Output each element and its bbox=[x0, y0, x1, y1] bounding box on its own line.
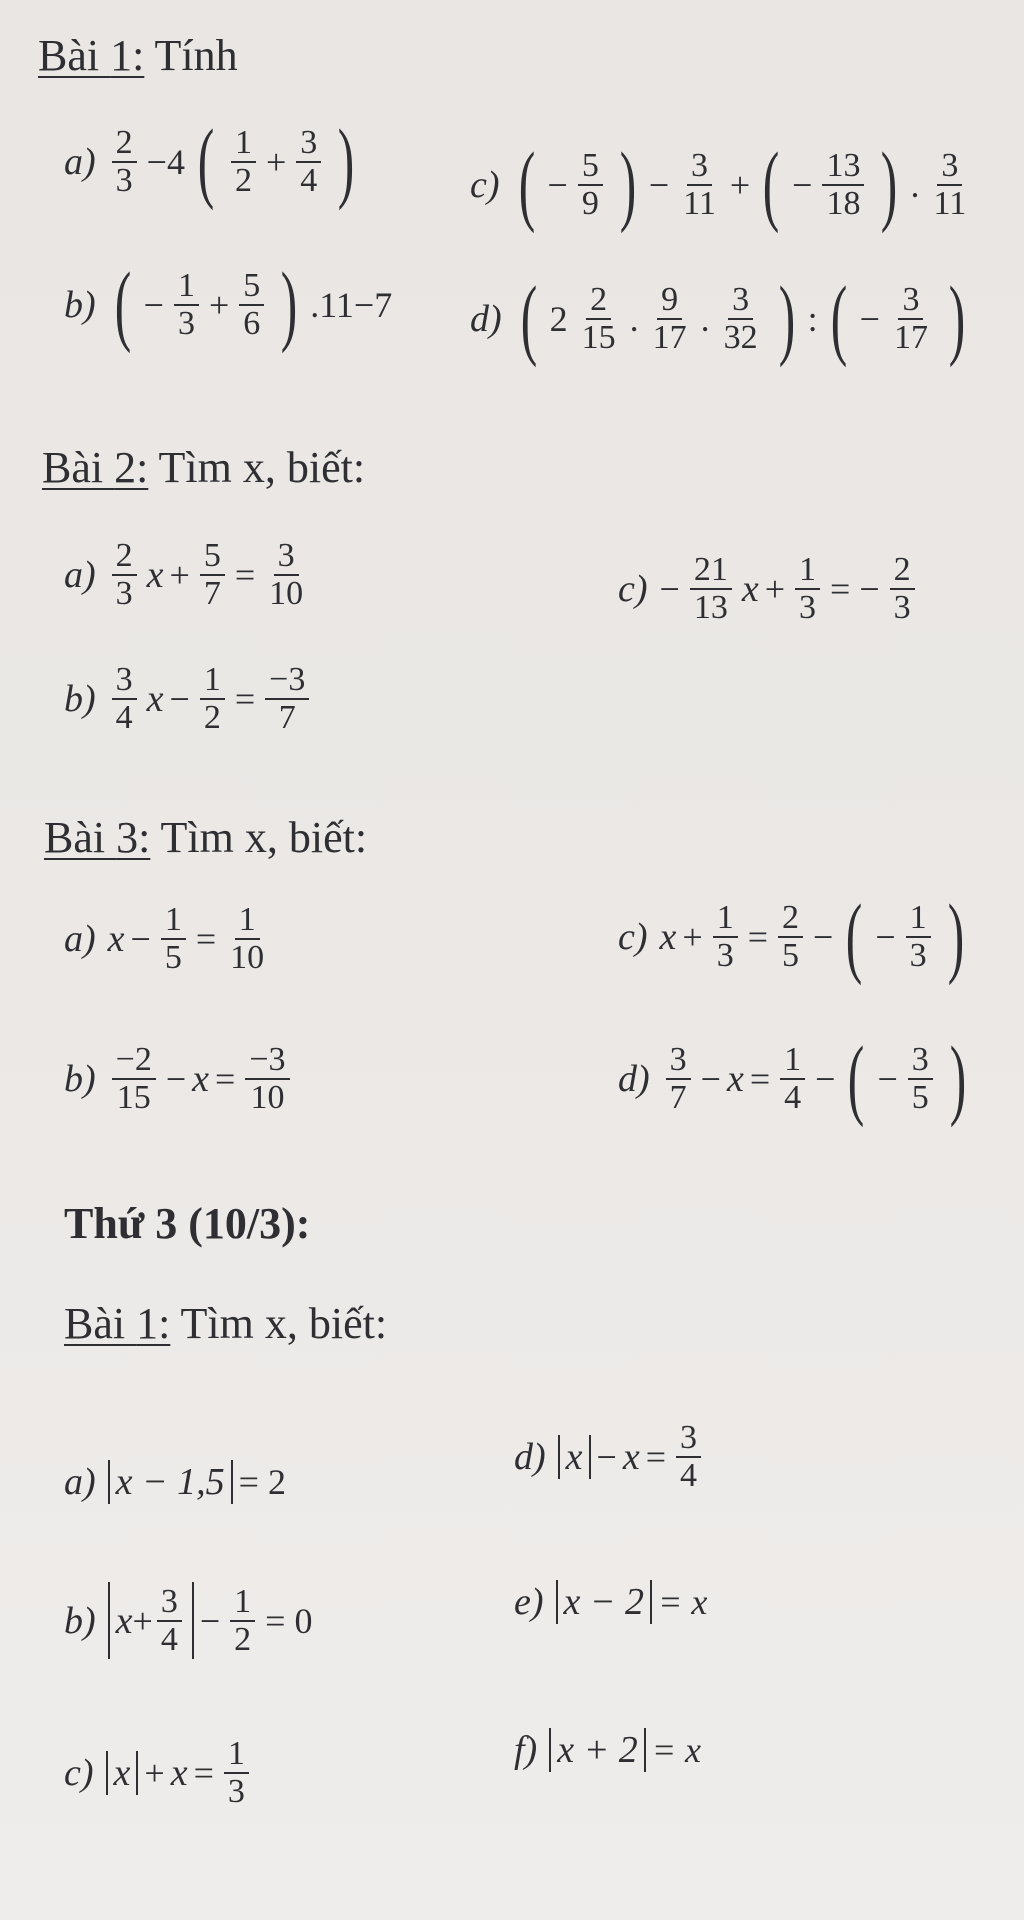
section-2-title: Bài 2: Tìm x, biết: bbox=[42, 443, 366, 492]
fraction: $\frac{3}{4}$ bbox=[157, 1584, 182, 1657]
fraction: $\frac{1}{3}$ bbox=[906, 900, 931, 973]
fraction: $\frac{2}{3}$ bbox=[890, 552, 915, 625]
problem-2b: b) $\frac{3}{4}$ x − $\frac{1}{2}$ = $\frac{-3}{7}$ bbox=[64, 662, 313, 735]
fraction: $\frac{2}{5}$ bbox=[778, 900, 803, 973]
fraction: $\frac{1}{3}$ bbox=[174, 268, 199, 341]
fraction: $\frac{1}{4}$ bbox=[780, 1042, 805, 1115]
fraction: $\frac{3}{10}$ bbox=[269, 537, 304, 612]
fraction: $\frac{-2}{15}$ bbox=[112, 1042, 156, 1115]
fraction: $\frac{9}{17}$ bbox=[652, 281, 687, 356]
fraction: $\frac{1}{3}$ bbox=[224, 1736, 249, 1809]
fraction: $\frac{5}{9}$ bbox=[578, 148, 603, 221]
fraction: $\frac{-3}{7}$ bbox=[265, 662, 309, 735]
problem-1c: c) ( − $\frac{5}{9}$ ) − $\frac{3}{11}$ + ( − $\frac{13}{18}$ ) . $\frac{3}{11}$ bbox=[470, 148, 974, 221]
section-4-title: Bài 1: Tìm x, biết: bbox=[64, 1299, 388, 1348]
fraction: $\frac{1}{2}$ bbox=[200, 662, 225, 735]
problem-2a: a) $\frac{2}{3}$ x + $\frac{5}{7}$ = $\frac{3}{10}$ bbox=[64, 538, 311, 611]
fraction: $\frac{3}{17}$ bbox=[893, 281, 928, 356]
fraction: $\frac{3}{11}$ bbox=[683, 147, 716, 222]
fraction: $\frac{2}{3}$ bbox=[112, 125, 137, 198]
problem-4e: e) x − 2 = x bbox=[514, 1581, 708, 1623]
fraction: $\frac{1}{2}$ bbox=[231, 125, 256, 198]
problem-1d: d) ( 2 $\frac{2}{15}$ . $\frac{9}{17}$ . $\frac{3}{32}$ ) : ( − $\frac{3}{17}$ ) bbox=[470, 268, 966, 368]
fraction: $\frac{13}{18}$ bbox=[822, 148, 864, 221]
day-heading: Thứ 3 (10/3): bbox=[64, 1199, 311, 1248]
fraction: $\frac{3}{4}$ bbox=[296, 125, 321, 198]
problem-4a: a) x − 1,5 = 2 bbox=[64, 1461, 286, 1503]
problem-2c: c) − $\frac{21}{13}$ x + $\frac{1}{3}$ = − $\frac{2}{3}$ bbox=[618, 552, 919, 625]
fraction: $\frac{5}{6}$ bbox=[239, 268, 264, 341]
fraction: $\frac{1}{3}$ bbox=[795, 552, 820, 625]
fraction: $\frac{1}{5}$ bbox=[161, 902, 186, 975]
fraction: $\frac{2}{3}$ bbox=[112, 538, 137, 611]
problem-1a: a) $\frac{2}{3}$ −4 ( $\frac{1}{2}$ + $\frac{3}{4}$ ) bbox=[64, 111, 355, 211]
problem-3a: a) x − $\frac{1}{5}$ = $\frac{1}{10}$ bbox=[64, 902, 272, 975]
problem-3b: b) $\frac{-2}{15}$ − x = $\frac{-3}{10}$ bbox=[64, 1042, 294, 1115]
problem-4f: f) x + 2 = x bbox=[514, 1729, 702, 1771]
problem-4b: b) x + $\frac{3}{4}$ − $\frac{1}{2}$ = 0 bbox=[64, 1583, 313, 1658]
fraction: $\frac{3}{4}$ bbox=[676, 1420, 701, 1493]
fraction: $\frac{1}{3}$ bbox=[713, 900, 738, 973]
fraction: $\frac{3}{11}$ bbox=[933, 147, 967, 222]
section-1-title: Bài 1: Tính bbox=[38, 31, 238, 80]
fraction: $\frac{2}{15}$ bbox=[581, 281, 616, 356]
problem-1b: b) ( − $\frac{1}{3}$ + $\frac{5}{6}$ ) .11−7 bbox=[64, 254, 393, 354]
fraction: $\frac{1}{10}$ bbox=[230, 901, 265, 976]
section-3-title: Bài 3: Tìm x, biết: bbox=[44, 813, 368, 862]
problem-3d: d) $\frac{3}{7}$ − x = $\frac{1}{4}$ − ( − $\frac{3}{5}$ ) bbox=[618, 1028, 967, 1128]
fraction: $\frac{3}{7}$ bbox=[666, 1042, 691, 1115]
fraction: $\frac{5}{7}$ bbox=[200, 538, 225, 611]
problem-4d: d) x − x = $\frac{3}{4}$ bbox=[514, 1420, 705, 1493]
fraction: $\frac{3}{5}$ bbox=[908, 1042, 933, 1115]
fraction: $\frac{3}{4}$ bbox=[112, 662, 137, 735]
fraction: $\frac{3}{32}$ bbox=[723, 281, 758, 356]
fraction: $\frac{21}{13}$ bbox=[690, 552, 732, 625]
fraction: $\frac{-3}{10}$ bbox=[245, 1042, 289, 1115]
problem-4c: c) x + x = $\frac{1}{3}$ bbox=[64, 1736, 253, 1809]
problem-3c: c) x + $\frac{1}{3}$ = $\frac{2}{5}$ − ( − $\frac{1}{3}$ ) bbox=[618, 886, 964, 986]
fraction: $\frac{1}{2}$ bbox=[230, 1584, 255, 1657]
